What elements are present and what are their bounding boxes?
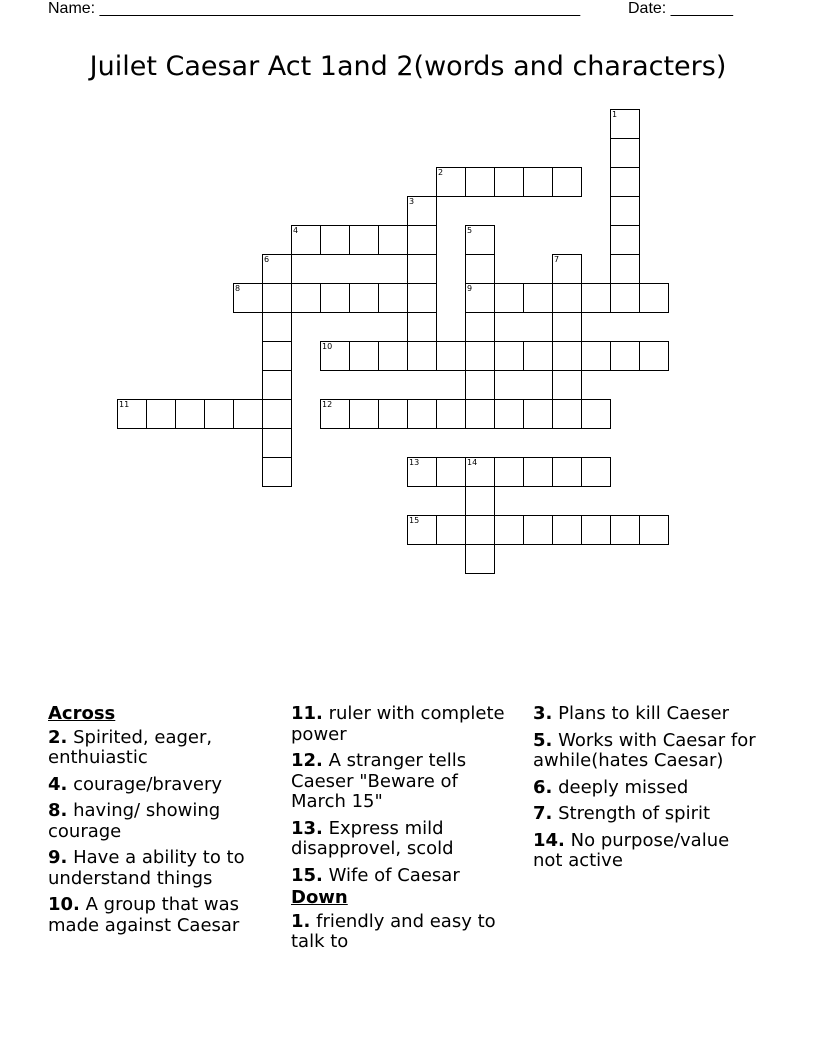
cell-number: 10 [322, 342, 333, 351]
clue-text: Plans to kill Caeser [558, 703, 729, 724]
date-field-label: Date: _______ [628, 0, 733, 17]
clue-column-2 [291, 704, 516, 959]
clue-text: Spirited, eager, enthuiastic [48, 726, 213, 768]
clue-text: Works with Caesar for awhile(hates Caesar) [533, 729, 756, 771]
cell-number: 3 [409, 197, 415, 206]
clue-across-10 [48, 895, 273, 936]
crossword-cell [233, 283, 263, 313]
page-title: Juilet Caesar Act 1and 2(words and characters) [89, 51, 727, 82]
clue-number: 13. [291, 817, 323, 839]
crossword-cell [523, 457, 553, 487]
crossword-cell [552, 254, 582, 284]
crossword-cell [407, 457, 437, 487]
crossword-cell [552, 399, 582, 429]
cell-number: 1 [612, 110, 618, 119]
crossword-cell [320, 283, 350, 313]
clue-text: Express mild disapprovel, scold [291, 817, 454, 859]
clue-across-12 [291, 751, 516, 813]
crossword-cell [610, 109, 640, 139]
clue-text: courage/bravery [73, 773, 223, 795]
clue-column-1 [48, 704, 273, 942]
crossword-cell [436, 515, 466, 545]
clue-across-13 [291, 819, 516, 860]
clue-text: Strength of spirit [558, 803, 711, 824]
crossword-cell [639, 515, 669, 545]
crossword-cell [204, 399, 234, 429]
crossword-cell [581, 341, 611, 371]
cell-number: 14 [467, 458, 478, 467]
clue-text: A group that was made against Caesar [48, 894, 240, 936]
crossword-cell [552, 167, 582, 197]
crossword-cell [610, 138, 640, 168]
clue-text: friendly and easy to talk to [291, 910, 496, 952]
crossword-cell [407, 399, 437, 429]
clue-number: 8. [48, 800, 68, 821]
clue-across-8 [48, 801, 273, 842]
crossword-cell [465, 254, 495, 284]
crossword-cell [349, 341, 379, 371]
cell-number: 5 [467, 226, 473, 235]
crossword-cell [494, 457, 524, 487]
clue-down-1 [291, 912, 516, 953]
crossword-cell [610, 515, 640, 545]
crossword-cell [233, 399, 263, 429]
cell-number: 13 [409, 458, 420, 467]
crossword-cell [291, 225, 321, 255]
crossword-cell [494, 399, 524, 429]
clue-number: 12. [291, 750, 323, 771]
clue-number: 3. [533, 703, 553, 724]
crossword-cell [262, 283, 292, 313]
clue-number: 7. [533, 803, 553, 824]
clue-number: 2. [48, 726, 68, 748]
crossword-cell [436, 399, 466, 429]
clue-number: 14. [533, 829, 565, 851]
crossword-cell [262, 457, 292, 487]
crossword-cell [465, 370, 495, 400]
cell-number: 6 [264, 255, 270, 264]
crossword-cell [552, 341, 582, 371]
cell-number: 15 [409, 516, 420, 525]
crossword-cell [610, 254, 640, 284]
clue-text: A stranger tells Caeser "Beware of March 15" [291, 750, 467, 812]
crossword-cell [262, 312, 292, 342]
crossword-cell [436, 457, 466, 487]
name-field-label: Name: ______________________________________________________ [48, 0, 581, 17]
crossword-cell [378, 399, 408, 429]
crossword-cell [146, 399, 176, 429]
crossword-cell [523, 399, 553, 429]
crossword-cell [523, 341, 553, 371]
clue-column-3 [533, 704, 758, 878]
crossword-cell [465, 341, 495, 371]
crossword-cell [494, 515, 524, 545]
crossword-cell [436, 167, 466, 197]
crossword-cell [262, 370, 292, 400]
crossword-cell [262, 428, 292, 458]
cell-number: 2 [438, 168, 444, 177]
crossword-cell [639, 283, 669, 313]
crossword-cell [349, 283, 379, 313]
crossword-cell [320, 399, 350, 429]
clue-down-5 [533, 731, 758, 772]
crossword-cell [349, 225, 379, 255]
crossword-cell [552, 283, 582, 313]
cell-number: 4 [293, 226, 299, 235]
crossword-cell [610, 167, 640, 197]
crossword-cell [552, 515, 582, 545]
crossword-cell [262, 254, 292, 284]
clue-across-2 [48, 728, 273, 769]
crossword-cell [552, 457, 582, 487]
crossword-cell [262, 341, 292, 371]
crossword-cell [465, 167, 495, 197]
clue-number: 1. [291, 910, 311, 932]
crossword-cell [407, 341, 437, 371]
clue-down-7 [533, 804, 758, 825]
cell-number: 12 [322, 400, 333, 409]
crossword-cell [378, 225, 408, 255]
crossword-cell [175, 399, 205, 429]
crossword-cell [465, 225, 495, 255]
crossword-cell [610, 283, 640, 313]
crossword-cell [465, 457, 495, 487]
clue-text: having/ showing courage [48, 800, 221, 842]
crossword-cell [262, 399, 292, 429]
crossword-cell [465, 486, 495, 516]
crossword-cell [465, 544, 495, 574]
crossword-cell [581, 457, 611, 487]
clue-down-6 [533, 778, 758, 799]
crossword-cell [407, 196, 437, 226]
crossword-cell [523, 167, 553, 197]
crossword-cell [465, 399, 495, 429]
crossword-cell [407, 515, 437, 545]
clue-across-4 [48, 775, 273, 796]
clue-number: 6. [533, 776, 553, 798]
cell-number: 11 [119, 400, 130, 409]
clue-number: 4. [48, 773, 68, 795]
clue-across-9 [48, 848, 273, 889]
crossword-cell [494, 283, 524, 313]
crossword-cell [581, 399, 611, 429]
crossword-cell [610, 225, 640, 255]
clue-number: 15. [291, 864, 323, 886]
clue-down-14 [533, 831, 758, 872]
crossword-cell [436, 341, 466, 371]
clue-number: 10. [48, 894, 80, 915]
crossword-cell [407, 225, 437, 255]
crossword-cell [465, 283, 495, 313]
crossword-cell [291, 283, 321, 313]
crossword-cell [407, 283, 437, 313]
crossword-cell [610, 196, 640, 226]
crossword-cell [610, 341, 640, 371]
crossword-cell [523, 515, 553, 545]
clue-text: deeply missed [558, 776, 689, 798]
clue-text: Wife of Caesar [328, 864, 460, 886]
crossword-cell [494, 341, 524, 371]
crossword-cell [523, 283, 553, 313]
clue-number: 11. [291, 703, 323, 724]
clue-number: 9. [48, 847, 68, 868]
crossword-cell [117, 399, 147, 429]
crossword-cell [494, 167, 524, 197]
clue-text: Have a ability to to understand things [48, 847, 245, 889]
cell-number: 7 [554, 255, 560, 264]
clue-down-3 [533, 704, 758, 725]
crossword-cell [581, 283, 611, 313]
crossword-cell [407, 254, 437, 284]
clue-across-15 [291, 866, 516, 887]
cell-number: 9 [467, 284, 473, 293]
clue-text: No purpose/value not active [533, 829, 730, 871]
down-heading: Down [291, 887, 348, 908]
crossword-cell [320, 341, 350, 371]
clue-across-11 [291, 704, 516, 745]
crossword-cell [378, 341, 408, 371]
crossword-cell [552, 312, 582, 342]
crossword-cell [639, 341, 669, 371]
crossword-cell [552, 370, 582, 400]
crossword-cell [581, 515, 611, 545]
crossword-cell [320, 225, 350, 255]
crossword-cell [378, 283, 408, 313]
cell-number: 8 [235, 284, 241, 293]
crossword-cell [465, 312, 495, 342]
clue-text: ruler with complete power [291, 703, 505, 745]
clue-number: 5. [533, 729, 553, 751]
crossword-cell [349, 399, 379, 429]
crossword-cell [407, 312, 437, 342]
across-heading: Across [48, 703, 116, 724]
crossword-cell [465, 515, 495, 545]
